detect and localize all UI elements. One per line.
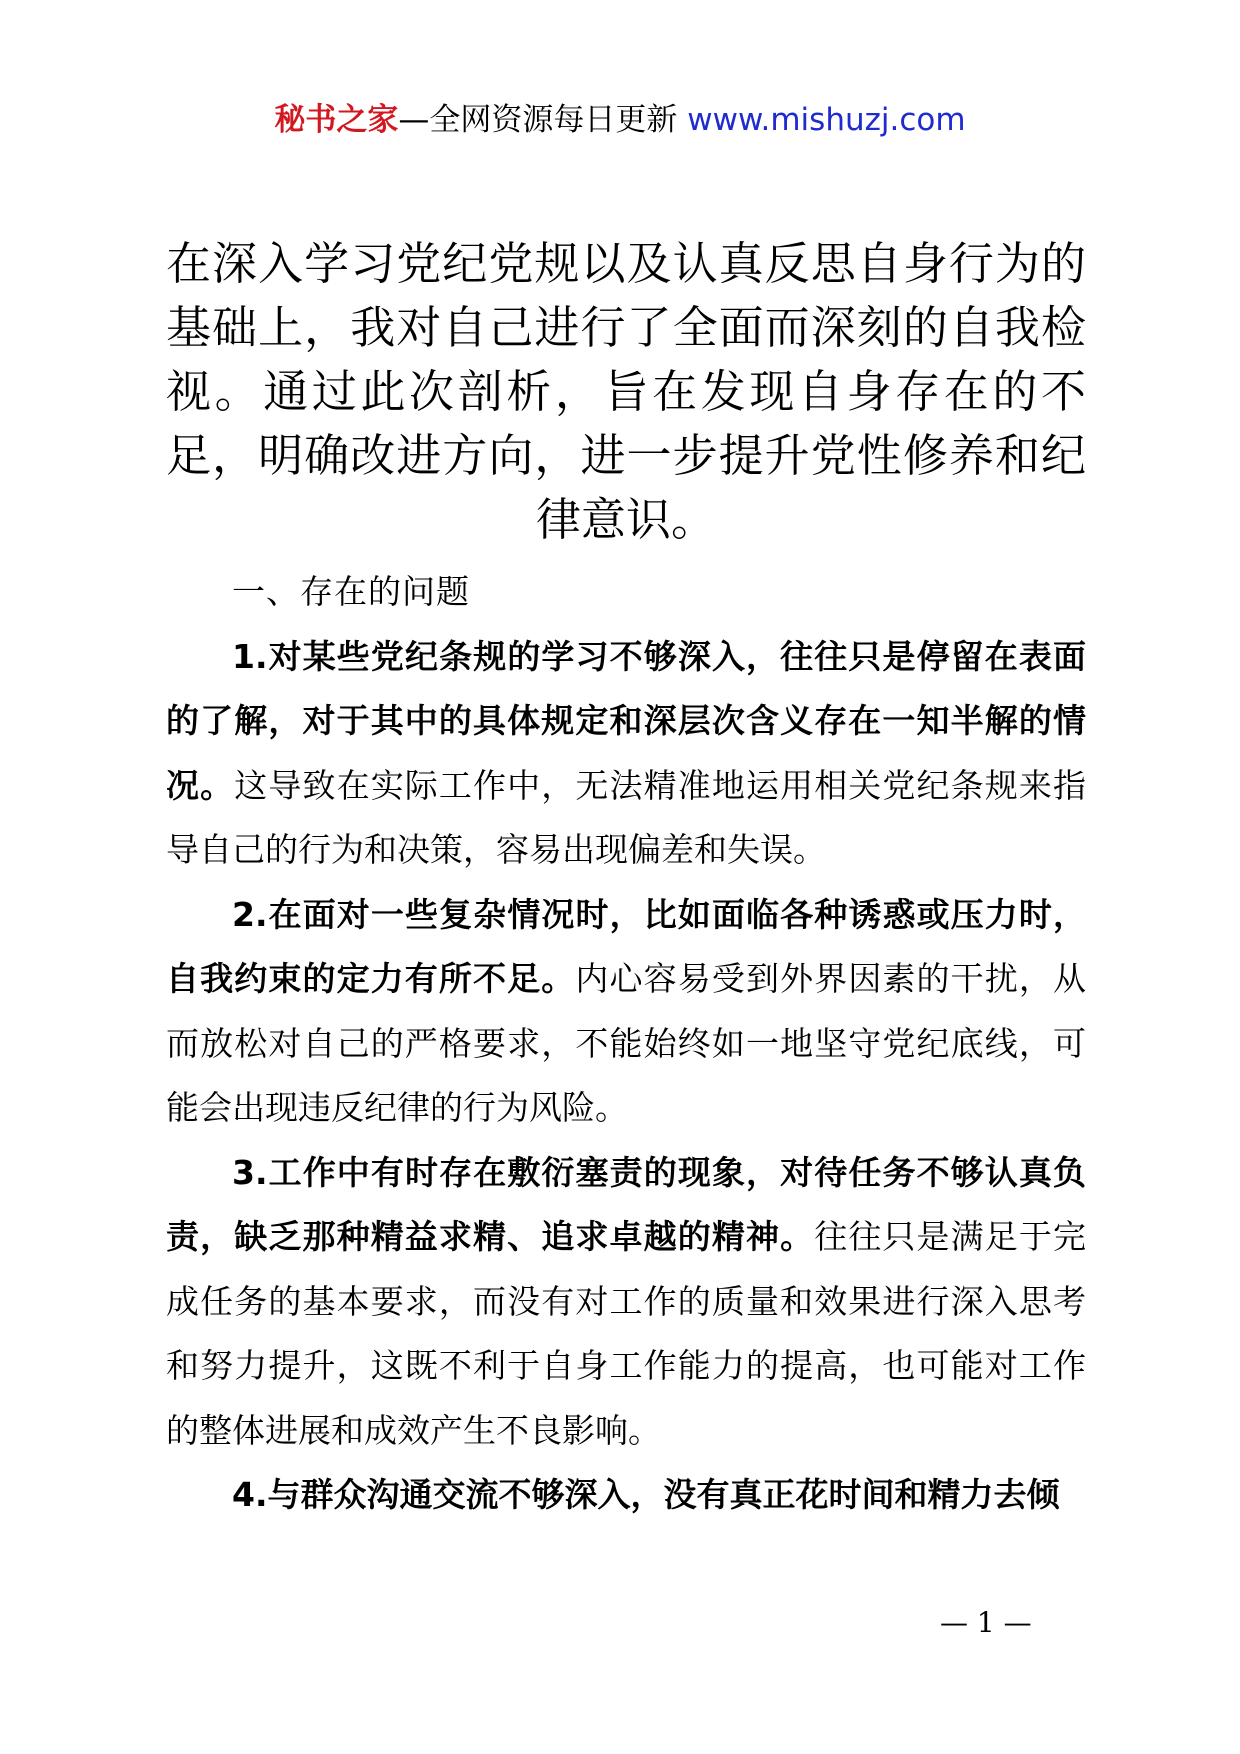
problem-item-1-lead: 1.对某些党纪条规的学习不够深入，往往只是停留在表面的了解，对于其中的具体规定和深层次含义存在一知半解的情况。 [166, 636, 1086, 805]
problem-item-4 [166, 1463, 1086, 1528]
intro-paragraph: 在深入学习党纪党规以及认真反思自身行为的基础上，我对自己进行了全面而深刻的自我检视。通过此次剖析，旨在发现自身存在的不足，明确改进方向，进一步提升党性修养和纪律意识。 [166, 237, 1086, 546]
header-tagline: —全网资源每日更新 [398, 102, 678, 138]
problem-item-3-lead: 3.工作中有时存在敷衍塞责的现象，对待任务不够认真负责，缺乏那种精益求精、追求卓越的精神。 [166, 1152, 1086, 1256]
problem-item-3-text: 往往只是满足于完成任务的基本要求，而没有对工作的质量和效果进行深入思考和努力提升，这既不利于自身工作能力的提高，也可能对工作的整体进展和成效产生不良影响。 [166, 1217, 1087, 1450]
site-url[interactable]: www.mishuzj.com [687, 102, 966, 138]
problem-item-2-text: 内心容易受到外界因素的干扰，从而放松对自己的严格要求，不能始终如一地坚守党纪底线，可能会出现违反纪律的行为风险。 [166, 959, 1087, 1127]
problem-item-3 [166, 1141, 1086, 1464]
problem-item-4-lead: 4.与群众沟通交流不够深入，没有真正花时间和精力去倾 [232, 1475, 1060, 1514]
page-header [0, 98, 1240, 142]
section-heading: 一、存在的问题 [232, 572, 470, 611]
intro-block [166, 232, 1086, 552]
document-body [166, 560, 1086, 1528]
problem-item-1-text: 这导致在实际工作中，无法精准地运用相关党纪条规来指导自己的行为和决策，容易出现偏差和失误。 [166, 765, 1087, 869]
problem-item-2 [166, 883, 1086, 1141]
problem-item-2-lead: 2.在面对一些复杂情况时，比如面临各种诱惑或压力时，自我约束的定力有所不足。 [166, 894, 1086, 998]
page-number: — 1 — [940, 1606, 1032, 1639]
problem-item-1 [166, 625, 1086, 883]
brand-name: 秘书之家 [274, 102, 399, 138]
